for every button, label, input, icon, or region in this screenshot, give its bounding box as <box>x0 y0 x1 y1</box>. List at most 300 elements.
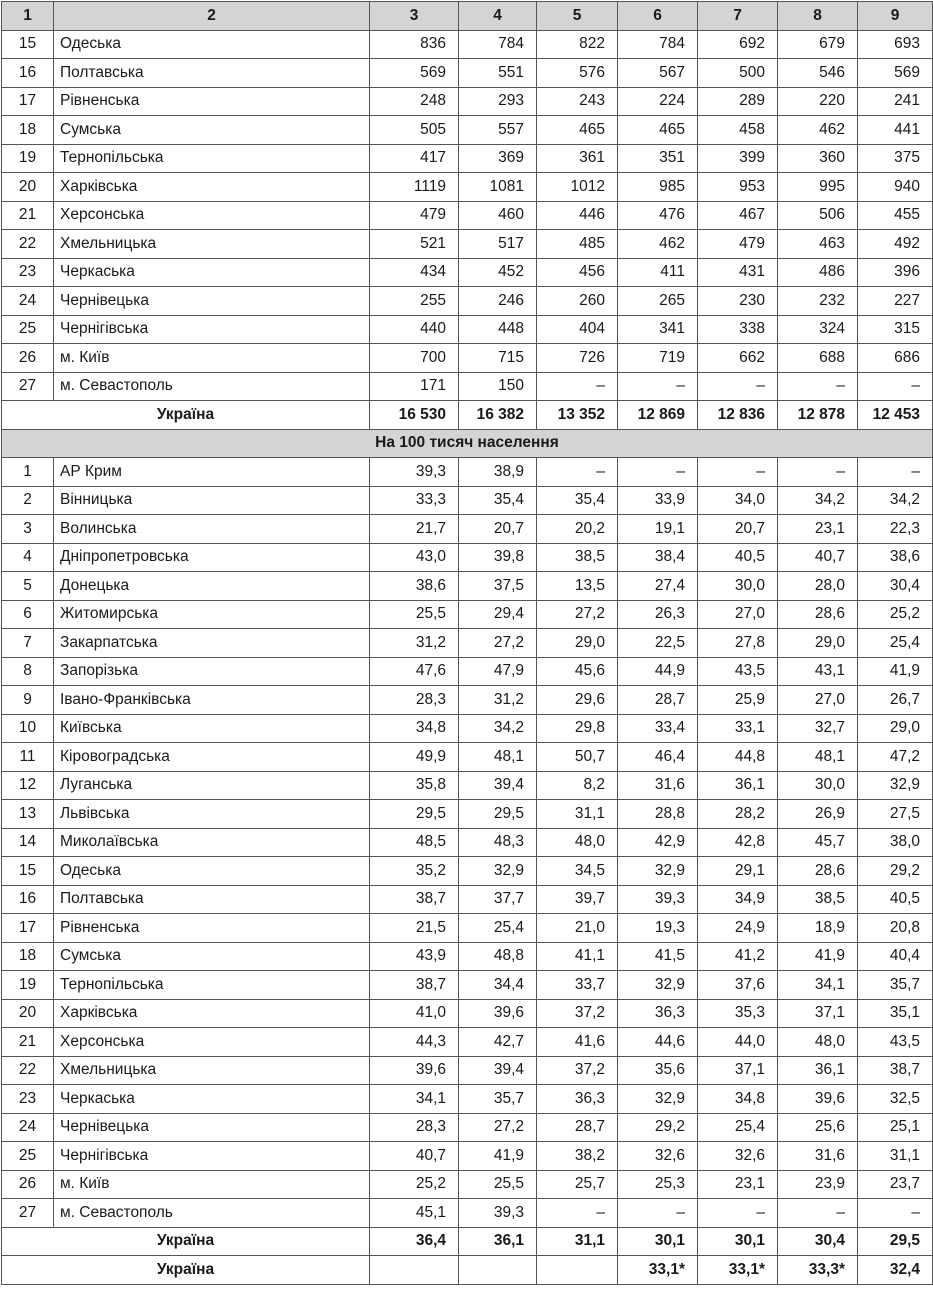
value-cell: 467 <box>698 201 778 230</box>
value-cell: 40,7 <box>370 1142 459 1171</box>
value-cell: 248 <box>370 87 459 116</box>
value-cell: 25,1 <box>858 1113 933 1142</box>
value-cell: 34,0 <box>698 486 778 515</box>
total-value-cell: 13 352 <box>537 401 618 430</box>
value-cell: 40,5 <box>698 543 778 572</box>
value-cell: 35,8 <box>370 771 459 800</box>
value-cell: 25,5 <box>459 1170 537 1199</box>
value-cell: 576 <box>537 59 618 88</box>
table-row <box>2 942 933 971</box>
table-row <box>2 714 933 743</box>
table-row <box>2 486 933 515</box>
row-number: 25 <box>2 315 54 344</box>
value-cell: 569 <box>858 59 933 88</box>
value-cell: 26,3 <box>618 600 698 629</box>
value-cell: 27,8 <box>698 629 778 658</box>
row-number: 27 <box>2 372 54 401</box>
region-name: Дніпропетровська <box>54 543 370 572</box>
table-row <box>2 30 933 59</box>
value-cell: 25,9 <box>698 686 778 715</box>
region-name: Луганська <box>54 771 370 800</box>
row-number: 8 <box>2 657 54 686</box>
table-row <box>2 116 933 145</box>
value-cell: 25,5 <box>370 600 459 629</box>
row-number: 20 <box>2 999 54 1028</box>
value-cell: 33,7 <box>537 971 618 1000</box>
value-cell: 260 <box>537 287 618 316</box>
total-value-cell: 33,3* <box>778 1256 858 1285</box>
value-cell: 33,9 <box>618 486 698 515</box>
total-value-cell: 30,1 <box>618 1227 698 1256</box>
value-cell: 24,9 <box>698 914 778 943</box>
row-number: 4 <box>2 543 54 572</box>
value-cell: 50,7 <box>537 743 618 772</box>
value-cell: 360 <box>778 144 858 173</box>
value-cell: 28,3 <box>370 1113 459 1142</box>
value-cell: 28,2 <box>698 800 778 829</box>
value-cell: 569 <box>370 59 459 88</box>
value-cell: 246 <box>459 287 537 316</box>
value-cell: 38,6 <box>370 572 459 601</box>
value-cell: 40,4 <box>858 942 933 971</box>
value-cell: 37,2 <box>537 999 618 1028</box>
value-cell: 37,1 <box>698 1056 778 1085</box>
value-cell: 27,2 <box>459 1113 537 1142</box>
table-row <box>2 372 933 401</box>
value-cell: 351 <box>618 144 698 173</box>
total-label: Україна <box>2 1227 370 1256</box>
value-cell: 29,6 <box>537 686 618 715</box>
column-header: 8 <box>778 2 858 31</box>
value-cell: 448 <box>459 315 537 344</box>
value-cell: 48,5 <box>370 828 459 857</box>
value-cell: 29,4 <box>459 600 537 629</box>
row-number: 7 <box>2 629 54 658</box>
value-cell: 44,6 <box>618 1028 698 1057</box>
value-cell: 45,1 <box>370 1199 459 1228</box>
value-cell: 411 <box>618 258 698 287</box>
value-cell: 446 <box>537 201 618 230</box>
total-value-cell: 32,4 <box>858 1256 933 1285</box>
value-cell: 28,6 <box>778 857 858 886</box>
total-row <box>2 1256 933 1285</box>
total-value-cell: 29,5 <box>858 1227 933 1256</box>
column-header: 7 <box>698 2 778 31</box>
value-cell: 396 <box>858 258 933 287</box>
value-cell: 44,8 <box>698 743 778 772</box>
row-number: 3 <box>2 515 54 544</box>
value-cell: 32,9 <box>459 857 537 886</box>
region-name: Львівська <box>54 800 370 829</box>
value-cell: 31,1 <box>858 1142 933 1171</box>
column-header: 6 <box>618 2 698 31</box>
row-number: 18 <box>2 942 54 971</box>
value-cell: 41,2 <box>698 942 778 971</box>
value-cell: 465 <box>537 116 618 145</box>
row-number: 18 <box>2 116 54 145</box>
table-row <box>2 800 933 829</box>
value-cell: – <box>698 372 778 401</box>
value-cell: 486 <box>778 258 858 287</box>
value-cell: – <box>778 372 858 401</box>
value-cell: 150 <box>459 372 537 401</box>
value-cell: – <box>618 372 698 401</box>
total-value-cell: 16 530 <box>370 401 459 430</box>
table-row <box>2 971 933 1000</box>
value-cell: 28,3 <box>370 686 459 715</box>
value-cell: 42,7 <box>459 1028 537 1057</box>
table-row <box>2 87 933 116</box>
table-row <box>2 999 933 1028</box>
value-cell: 995 <box>778 173 858 202</box>
row-number: 17 <box>2 87 54 116</box>
value-cell: 29,2 <box>858 857 933 886</box>
table-row <box>2 600 933 629</box>
value-cell: 21,0 <box>537 914 618 943</box>
value-cell: 48,8 <box>459 942 537 971</box>
value-cell: 232 <box>778 287 858 316</box>
value-cell: 220 <box>778 87 858 116</box>
row-number: 19 <box>2 971 54 1000</box>
region-name: Чернівецька <box>54 1113 370 1142</box>
table-row <box>2 315 933 344</box>
value-cell: 38,0 <box>858 828 933 857</box>
value-cell: 29,0 <box>537 629 618 658</box>
value-cell: 404 <box>537 315 618 344</box>
value-cell: 21,5 <box>370 914 459 943</box>
row-number: 26 <box>2 1170 54 1199</box>
value-cell: 463 <box>778 230 858 259</box>
value-cell: 557 <box>459 116 537 145</box>
region-name: Рівненська <box>54 87 370 116</box>
value-cell: 462 <box>618 230 698 259</box>
value-cell: 48,3 <box>459 828 537 857</box>
value-cell: 29,5 <box>459 800 537 829</box>
table-row <box>2 458 933 487</box>
value-cell: 41,1 <box>537 942 618 971</box>
value-cell: 29,5 <box>370 800 459 829</box>
region-name: Київська <box>54 714 370 743</box>
value-cell: 361 <box>537 144 618 173</box>
table-row <box>2 828 933 857</box>
value-cell: 34,9 <box>698 885 778 914</box>
region-name: Чернігівська <box>54 315 370 344</box>
value-cell: 28,6 <box>778 600 858 629</box>
value-cell: – <box>537 458 618 487</box>
value-cell: 37,7 <box>459 885 537 914</box>
value-cell: 43,5 <box>858 1028 933 1057</box>
value-cell: 500 <box>698 59 778 88</box>
total-value-cell <box>537 1256 618 1285</box>
value-cell: 784 <box>459 30 537 59</box>
value-cell: 38,2 <box>537 1142 618 1171</box>
value-cell: 662 <box>698 344 778 373</box>
region-name: Волинська <box>54 515 370 544</box>
value-cell: 784 <box>618 30 698 59</box>
row-number: 10 <box>2 714 54 743</box>
row-number: 20 <box>2 173 54 202</box>
value-cell: 32,7 <box>778 714 858 743</box>
value-cell: 688 <box>778 344 858 373</box>
value-cell: 32,9 <box>618 857 698 886</box>
value-cell: 39,4 <box>459 1056 537 1085</box>
value-cell: 679 <box>778 30 858 59</box>
value-cell: 32,9 <box>858 771 933 800</box>
value-cell: 33,1 <box>698 714 778 743</box>
region-name: Одеська <box>54 857 370 886</box>
value-cell: 476 <box>618 201 698 230</box>
table-row <box>2 885 933 914</box>
value-cell: 39,6 <box>459 999 537 1028</box>
value-cell: 29,2 <box>618 1113 698 1142</box>
value-cell: 700 <box>370 344 459 373</box>
value-cell: 255 <box>370 287 459 316</box>
value-cell: 34,5 <box>537 857 618 886</box>
table-row <box>2 144 933 173</box>
value-cell: 31,2 <box>370 629 459 658</box>
row-number: 16 <box>2 885 54 914</box>
region-name: Харківська <box>54 999 370 1028</box>
total-value-cell: 12 453 <box>858 401 933 430</box>
region-name: Херсонська <box>54 1028 370 1057</box>
value-cell: 34,1 <box>370 1085 459 1114</box>
row-number: 15 <box>2 857 54 886</box>
region-name: Сумська <box>54 116 370 145</box>
section-label: На 100 тисяч населення <box>2 429 933 458</box>
row-number: 2 <box>2 486 54 515</box>
table-row <box>2 230 933 259</box>
value-cell: 31,1 <box>537 800 618 829</box>
value-cell: 227 <box>858 287 933 316</box>
row-number: 21 <box>2 201 54 230</box>
value-cell: – <box>537 1199 618 1228</box>
value-cell: 492 <box>858 230 933 259</box>
column-header: 3 <box>370 2 459 31</box>
total-value-cell: 16 382 <box>459 401 537 430</box>
value-cell: 1119 <box>370 173 459 202</box>
value-cell: 324 <box>778 315 858 344</box>
value-cell: 693 <box>858 30 933 59</box>
value-cell: 505 <box>370 116 459 145</box>
value-cell: – <box>618 1199 698 1228</box>
value-cell: 40,5 <box>858 885 933 914</box>
value-cell: 34,8 <box>370 714 459 743</box>
value-cell: 20,8 <box>858 914 933 943</box>
value-cell: 35,4 <box>459 486 537 515</box>
value-cell: 41,9 <box>459 1142 537 1171</box>
value-cell: 26,7 <box>858 686 933 715</box>
total-value-cell: 31,1 <box>537 1227 618 1256</box>
region-name: Вінницька <box>54 486 370 515</box>
value-cell: 35,7 <box>459 1085 537 1114</box>
value-cell: 521 <box>370 230 459 259</box>
value-cell: – <box>778 1199 858 1228</box>
value-cell: – <box>858 372 933 401</box>
value-cell: 726 <box>537 344 618 373</box>
value-cell: 31,6 <box>778 1142 858 1171</box>
value-cell: 1012 <box>537 173 618 202</box>
value-cell: 171 <box>370 372 459 401</box>
value-cell: 28,0 <box>778 572 858 601</box>
region-name: Тернопільська <box>54 144 370 173</box>
table-row <box>2 657 933 686</box>
value-cell: 39,6 <box>370 1056 459 1085</box>
row-number: 15 <box>2 30 54 59</box>
value-cell: 37,6 <box>698 971 778 1000</box>
region-name: Сумська <box>54 942 370 971</box>
row-number: 1 <box>2 458 54 487</box>
region-name: м. Київ <box>54 344 370 373</box>
value-cell: 48,1 <box>778 743 858 772</box>
table-row <box>2 1085 933 1114</box>
value-cell: 39,3 <box>370 458 459 487</box>
value-cell: 38,5 <box>537 543 618 572</box>
value-cell: 21,7 <box>370 515 459 544</box>
statistics-table <box>1 1 933 1285</box>
region-name: Миколаївська <box>54 828 370 857</box>
value-cell: 38,5 <box>778 885 858 914</box>
row-number: 27 <box>2 1199 54 1228</box>
table-row <box>2 629 933 658</box>
value-cell: – <box>618 458 698 487</box>
table-row <box>2 914 933 943</box>
row-number: 16 <box>2 59 54 88</box>
value-cell: 265 <box>618 287 698 316</box>
value-cell: 43,1 <box>778 657 858 686</box>
value-cell: 34,4 <box>459 971 537 1000</box>
value-cell: 517 <box>459 230 537 259</box>
table-row <box>2 201 933 230</box>
region-name: Житомирська <box>54 600 370 629</box>
value-cell: 546 <box>778 59 858 88</box>
value-cell: 25,4 <box>858 629 933 658</box>
value-cell: 440 <box>370 315 459 344</box>
value-cell: – <box>698 1199 778 1228</box>
section-header-row <box>2 429 933 458</box>
value-cell: 338 <box>698 315 778 344</box>
value-cell: 49,9 <box>370 743 459 772</box>
value-cell: 30,4 <box>858 572 933 601</box>
value-cell: 36,3 <box>618 999 698 1028</box>
value-cell: 46,4 <box>618 743 698 772</box>
value-cell: 431 <box>698 258 778 287</box>
value-cell: 38,7 <box>370 971 459 1000</box>
region-name: м. Севастополь <box>54 372 370 401</box>
value-cell: 47,9 <box>459 657 537 686</box>
value-cell: 485 <box>537 230 618 259</box>
value-cell: 43,0 <box>370 543 459 572</box>
value-cell: 34,2 <box>858 486 933 515</box>
value-cell: 20,7 <box>459 515 537 544</box>
value-cell: 953 <box>698 173 778 202</box>
value-cell: 34,2 <box>459 714 537 743</box>
region-name: Закарпатська <box>54 629 370 658</box>
value-cell: 27,2 <box>459 629 537 658</box>
value-cell: 465 <box>618 116 698 145</box>
value-cell: 25,6 <box>778 1113 858 1142</box>
value-cell: 25,7 <box>537 1170 618 1199</box>
value-cell: 36,1 <box>698 771 778 800</box>
value-cell: 31,2 <box>459 686 537 715</box>
column-header: 1 <box>2 2 54 31</box>
total-value-cell: 33,1* <box>698 1256 778 1285</box>
total-value-cell: 30,1 <box>698 1227 778 1256</box>
table-row <box>2 1142 933 1171</box>
value-cell: 25,2 <box>858 600 933 629</box>
region-name: Хмельницька <box>54 1056 370 1085</box>
value-cell: 293 <box>459 87 537 116</box>
row-number: 21 <box>2 1028 54 1057</box>
region-name: Кіровоградська <box>54 743 370 772</box>
region-name: Запорізька <box>54 657 370 686</box>
value-cell: 692 <box>698 30 778 59</box>
value-cell: 458 <box>698 116 778 145</box>
value-cell: 434 <box>370 258 459 287</box>
value-cell: 32,5 <box>858 1085 933 1114</box>
value-cell: 455 <box>858 201 933 230</box>
value-cell: 39,4 <box>459 771 537 800</box>
total-label: Україна <box>2 1256 370 1285</box>
row-number: 9 <box>2 686 54 715</box>
value-cell: 32,9 <box>618 1085 698 1114</box>
value-cell: 27,2 <box>537 600 618 629</box>
value-cell: 48,0 <box>778 1028 858 1057</box>
region-name: АР Крим <box>54 458 370 487</box>
value-cell: 32,6 <box>618 1142 698 1171</box>
value-cell: 39,8 <box>459 543 537 572</box>
row-number: 23 <box>2 258 54 287</box>
table-row <box>2 287 933 316</box>
header-row <box>2 2 933 31</box>
table-row <box>2 258 933 287</box>
row-number: 13 <box>2 800 54 829</box>
value-cell: 39,3 <box>618 885 698 914</box>
column-header: 9 <box>858 2 933 31</box>
total-value-cell: 12 878 <box>778 401 858 430</box>
table-row <box>2 1170 933 1199</box>
region-name: м. Київ <box>54 1170 370 1199</box>
row-number: 24 <box>2 287 54 316</box>
value-cell: 32,9 <box>618 971 698 1000</box>
value-cell: – <box>537 372 618 401</box>
value-cell: 35,1 <box>858 999 933 1028</box>
value-cell: 20,7 <box>698 515 778 544</box>
value-cell: 42,9 <box>618 828 698 857</box>
total-value-cell: 30,4 <box>778 1227 858 1256</box>
value-cell: 452 <box>459 258 537 287</box>
value-cell: 27,5 <box>858 800 933 829</box>
table-row <box>2 771 933 800</box>
value-cell: 37,2 <box>537 1056 618 1085</box>
value-cell: 35,3 <box>698 999 778 1028</box>
value-cell: 719 <box>618 344 698 373</box>
value-cell: 27,0 <box>698 600 778 629</box>
table-row <box>2 515 933 544</box>
value-cell: 28,7 <box>537 1113 618 1142</box>
value-cell: 38,4 <box>618 543 698 572</box>
region-name: Тернопільська <box>54 971 370 1000</box>
value-cell: 22,3 <box>858 515 933 544</box>
value-cell: 23,1 <box>778 515 858 544</box>
value-cell: 44,0 <box>698 1028 778 1057</box>
value-cell: 369 <box>459 144 537 173</box>
value-cell: 35,4 <box>537 486 618 515</box>
value-cell: 8,2 <box>537 771 618 800</box>
region-name: Одеська <box>54 30 370 59</box>
value-cell: 686 <box>858 344 933 373</box>
value-cell: 36,1 <box>778 1056 858 1085</box>
value-cell: 34,8 <box>698 1085 778 1114</box>
